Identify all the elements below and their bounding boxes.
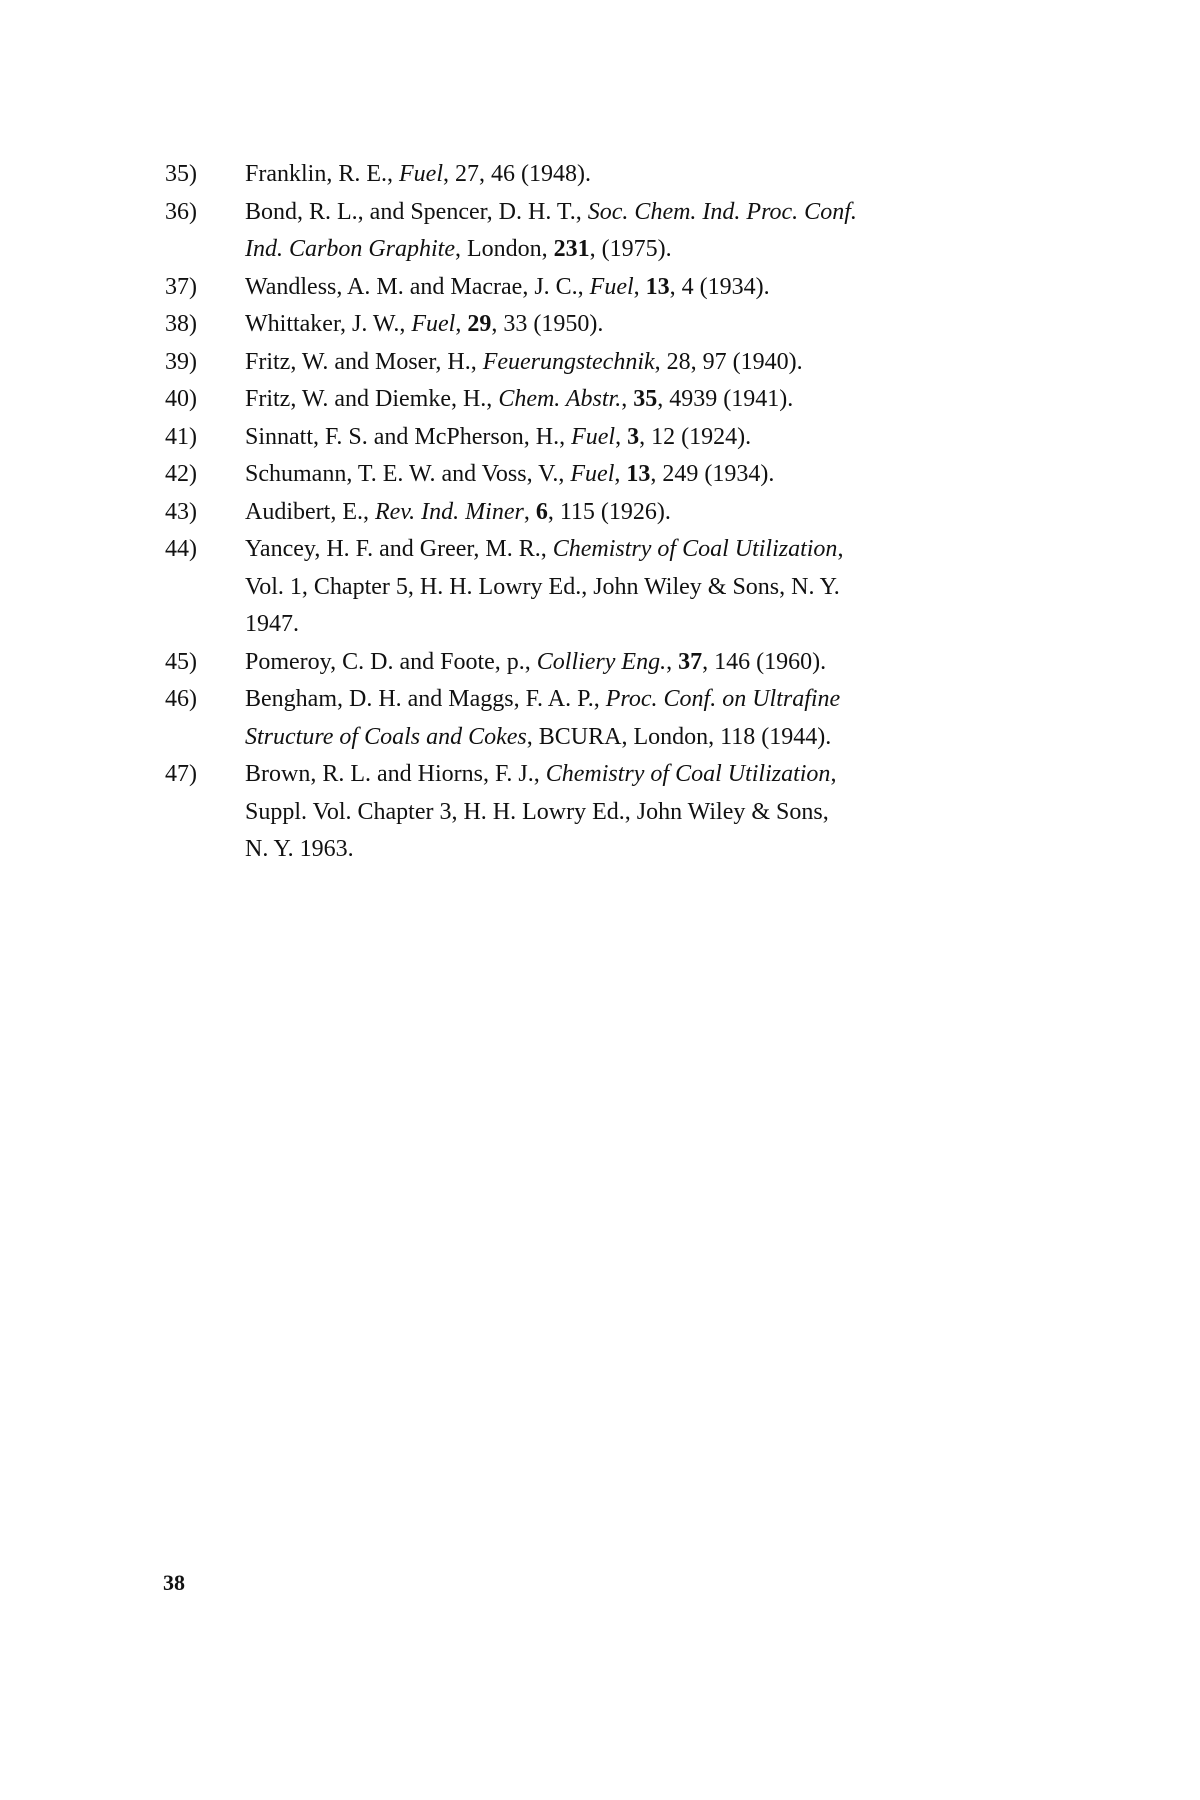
reference-number: 43) bbox=[165, 498, 197, 525]
reference-line bbox=[245, 269, 1025, 307]
reference-text: 35 bbox=[633, 386, 658, 412]
reference-line bbox=[245, 756, 1025, 794]
reference-text: Chem. Abstr. bbox=[498, 386, 622, 412]
reference-text: Fritz, W. and Moser, H., bbox=[245, 348, 483, 375]
reference-text: , 12 (1924). bbox=[639, 423, 752, 450]
reference-text: Franklin, R. E., bbox=[245, 161, 399, 187]
reference-item bbox=[165, 644, 1025, 682]
reference-text: , bbox=[621, 386, 634, 412]
reference-number: 42) bbox=[165, 461, 197, 487]
reference-text: Pomeroy, C. D. and Foote, p., bbox=[245, 648, 537, 675]
reference-text: Rev. Ind. Miner bbox=[374, 498, 524, 525]
reference-item bbox=[165, 494, 1025, 532]
reference-text: Fuel bbox=[589, 273, 634, 300]
reference-number: 37) bbox=[165, 273, 197, 300]
reference-line bbox=[245, 344, 1025, 382]
reference-text: , 146 (1960). bbox=[702, 648, 827, 675]
reference-text: Chemistry of Coal Utilization bbox=[545, 761, 831, 787]
reference-list bbox=[165, 156, 1025, 869]
reference-text: Vol. 1, Chapter 5, H. H. Lowry Ed., John Wiley & Sons, N. Y. bbox=[245, 573, 840, 600]
reference-line bbox=[245, 456, 1025, 494]
reference-item bbox=[165, 419, 1025, 457]
reference-text: , (1975). bbox=[589, 236, 672, 262]
reference-text: Fuel bbox=[570, 461, 615, 487]
reference-line bbox=[245, 719, 1025, 757]
reference-number: 47) bbox=[165, 761, 197, 787]
reference-text: Brown, R. L. and Hiorns, F. J., bbox=[245, 761, 546, 787]
reference-text: , bbox=[666, 648, 679, 675]
reference-text: Feuerungstechnik bbox=[482, 348, 655, 375]
reference-text: Proc. Conf. on Ultrafine bbox=[605, 686, 841, 712]
reference-text: Bond, R. L., and Spencer, D. H. T., bbox=[245, 198, 588, 225]
reference-text: Wandless, A. M. and Macrae, J. C., bbox=[245, 273, 590, 300]
reference-text: Soc. Chem. Ind. Proc. Conf. bbox=[587, 198, 857, 225]
reference-number: 45) bbox=[165, 648, 197, 675]
reference-number: 36) bbox=[165, 198, 197, 225]
reference-text: 6 bbox=[535, 498, 548, 525]
reference-text: , bbox=[837, 536, 844, 562]
reference-item bbox=[165, 456, 1025, 494]
reference-item bbox=[165, 756, 1025, 869]
reference-text: , BCURA, London, 118 (1944). bbox=[526, 723, 832, 750]
reference-line bbox=[245, 494, 1025, 532]
reference-text: Whittaker, J. W., bbox=[245, 311, 412, 337]
reference-line bbox=[245, 831, 1025, 869]
reference-item bbox=[165, 344, 1025, 382]
reference-text: 1947. bbox=[245, 611, 299, 637]
reference-text: Yancey, H. F. and Greer, M. R., bbox=[245, 536, 553, 562]
reference-text: , bbox=[455, 311, 468, 337]
reference-text: , 27, 46 (1948). bbox=[442, 161, 591, 187]
reference-number: 41) bbox=[165, 423, 197, 450]
reference-number: 40) bbox=[165, 386, 197, 412]
reference-item bbox=[165, 306, 1025, 344]
reference-item bbox=[165, 381, 1025, 419]
reference-text: , bbox=[523, 498, 536, 525]
reference-number: 44) bbox=[165, 536, 197, 562]
reference-text: , bbox=[830, 761, 837, 787]
reference-text: , bbox=[615, 423, 628, 450]
reference-text: , London, bbox=[455, 236, 554, 262]
reference-text: , bbox=[614, 461, 627, 487]
reference-text: , 249 (1934). bbox=[650, 461, 775, 487]
page-number: 38 bbox=[163, 1570, 185, 1595]
reference-line bbox=[245, 156, 1025, 194]
reference-line bbox=[245, 419, 1025, 457]
reference-text: Fuel bbox=[411, 311, 456, 337]
reference-line bbox=[245, 794, 1025, 832]
reference-text: 13 bbox=[626, 461, 651, 487]
reference-line bbox=[245, 381, 1025, 419]
reference-text: , 33 (1950). bbox=[491, 311, 604, 337]
reference-text: Suppl. Vol. Chapter 3, H. H. Lowry Ed., John Wiley & Sons, bbox=[245, 798, 829, 825]
reference-text: , bbox=[633, 273, 646, 300]
reference-text: Colliery Eng. bbox=[536, 648, 667, 675]
reference-item bbox=[165, 681, 1025, 756]
reference-line bbox=[245, 569, 1025, 607]
reference-line bbox=[245, 681, 1025, 719]
reference-text: Structure of Coals and Cokes bbox=[245, 723, 527, 750]
reference-item bbox=[165, 531, 1025, 644]
reference-text: Ind. Carbon Graphite bbox=[245, 236, 455, 262]
reference-text: Bengham, D. H. and Maggs, F. A. P., bbox=[245, 686, 606, 712]
reference-number: 35) bbox=[165, 161, 197, 187]
reference-line bbox=[245, 644, 1025, 682]
reference-line bbox=[245, 531, 1025, 569]
reference-text: , 28, 97 (1940). bbox=[654, 348, 803, 375]
reference-line bbox=[245, 231, 1025, 269]
reference-number: 39) bbox=[165, 348, 197, 375]
reference-number: 46) bbox=[165, 686, 197, 712]
reference-text: Sinnatt, F. S. and McPherson, H., bbox=[245, 423, 572, 450]
reference-item bbox=[165, 269, 1025, 307]
reference-number: 38) bbox=[165, 311, 197, 337]
reference-text: Chemistry of Coal Utilization bbox=[552, 536, 838, 562]
reference-text: , 115 (1926). bbox=[547, 498, 671, 525]
reference-text: 37 bbox=[678, 648, 703, 675]
reference-text: Fuel bbox=[571, 423, 616, 450]
reference-text: 3 bbox=[627, 423, 640, 450]
reference-line bbox=[245, 606, 1025, 644]
reference-text: , 4939 (1941). bbox=[657, 386, 794, 412]
reference-text: 231 bbox=[553, 236, 590, 262]
reference-text: 29 bbox=[467, 311, 492, 337]
reference-text: Audibert, E., bbox=[245, 498, 375, 525]
reference-text: Schumann, T. E. W. and Voss, V., bbox=[245, 461, 571, 487]
reference-line bbox=[245, 306, 1025, 344]
reference-text: , 4 (1934). bbox=[669, 273, 770, 300]
reference-line bbox=[245, 194, 1025, 232]
reference-text: Fuel bbox=[399, 161, 443, 187]
reference-text: Fritz, W. and Diemke, H., bbox=[245, 386, 499, 412]
reference-text: N. Y. 1963. bbox=[245, 836, 354, 862]
reference-item bbox=[165, 156, 1025, 194]
reference-item bbox=[165, 194, 1025, 269]
reference-text: 13 bbox=[645, 273, 670, 300]
